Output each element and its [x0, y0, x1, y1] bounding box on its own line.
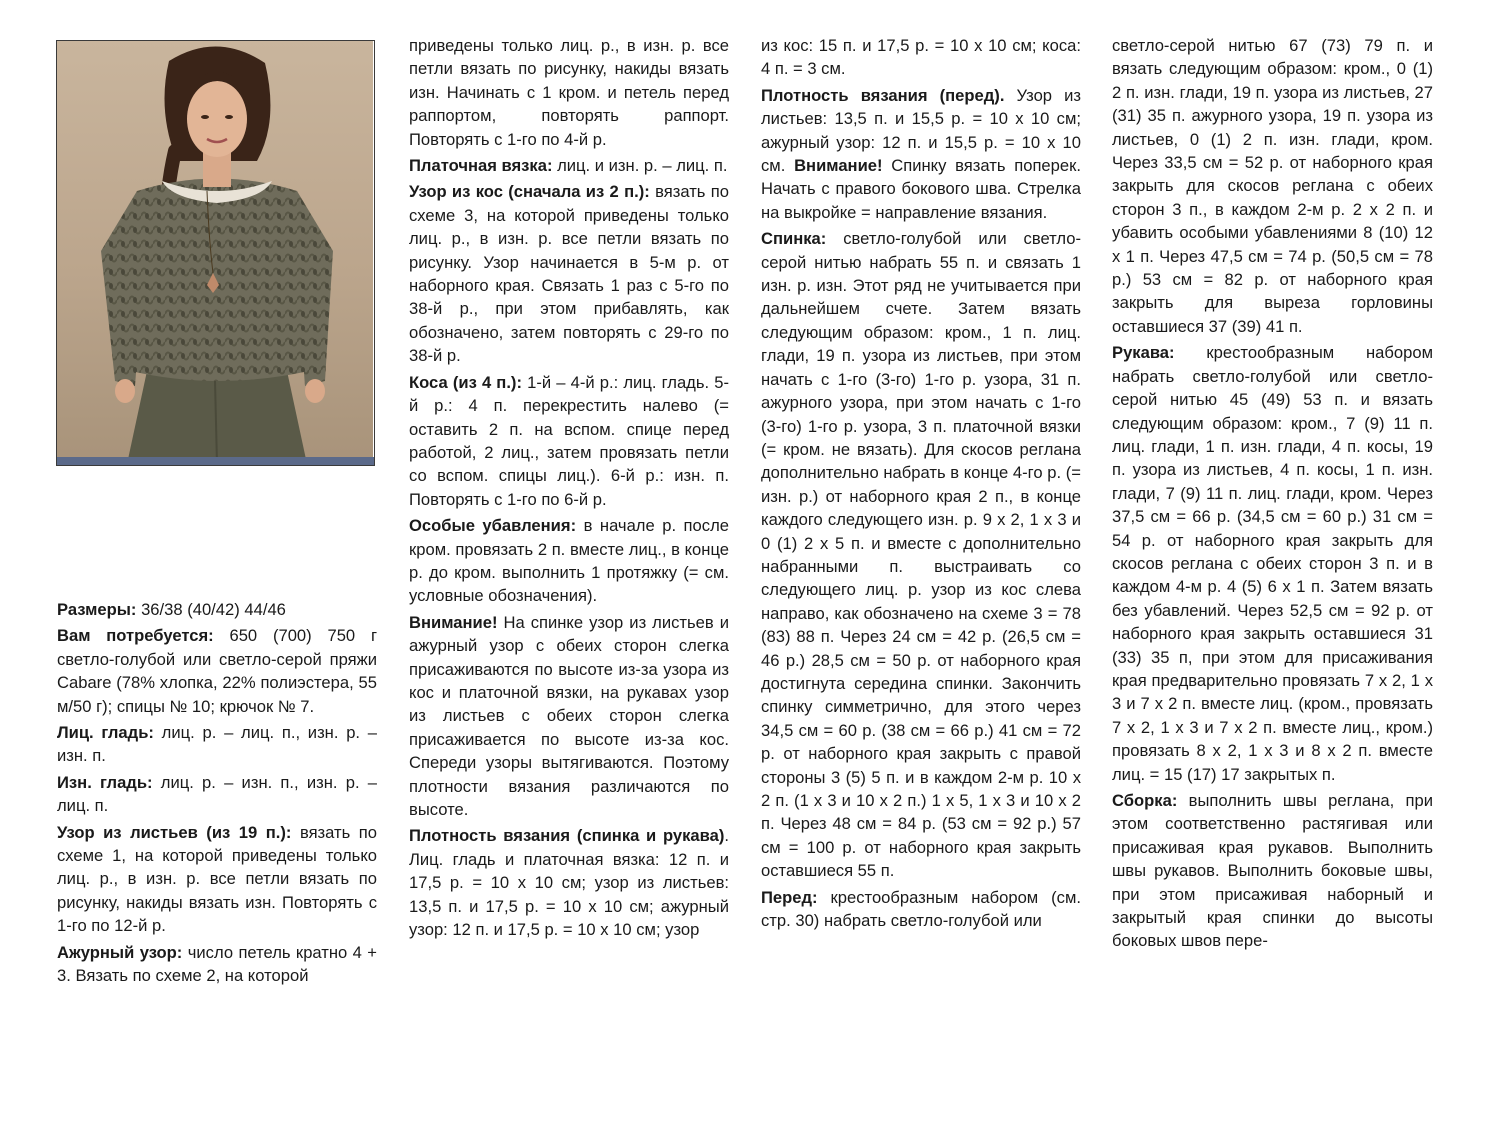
paragraph-decreases: Особые убавления: в начале р. после кром. провязать 2 п. вместе лиц., в конце р. до кром. выполнить 1 протяжку (= см. условные обозначения). [409, 516, 729, 606]
paragraph-gauge-back: Плотность вязания (спинка и рукава). Лиц. гладь и платочная вязка: 12 п. и 17,5 р. = 10 х 10 см; узор из листьев: 13,5 п. и 17,5 р. = 10 х 10 см; ажурный узор: 12 п. и 17,5 р. = 10 х 10 см; узор [409, 826, 729, 940]
text-column-1 [57, 598, 377, 991]
paragraph-sizes: Размеры: 36/38 (40/42) 44/46 [57, 600, 286, 619]
paragraph-materials: Вам потребуется: 650 (700) 750 г светло-голубой или светло-серой пряжи Cabare (78% хлопка, 22% полиэстера, 55 м/50 г); спицы № 10; крючок № 7. [57, 626, 377, 716]
paragraph-stockinette: Лиц. гладь: лиц. р. – лиц. п., изн. р. – изн. п. [57, 723, 377, 766]
sweater-photo [56, 40, 375, 466]
paragraph-reverse-stockinette: Изн. гладь: лиц. р. – изн. п., изн. р. – лиц. п. [57, 772, 378, 816]
paragraph-leaf-pattern: Узор из листьев (из 19 п.): вязать по схеме 1, на которой приведены только лиц. р., в изн. р. все петли вязать по рисунку, накиды вязать изн. Повторять с 1-го по 12-й р. [57, 822, 377, 936]
paragraph-garter: Платочная вязка: лиц. и изн. р. – лиц. п. [409, 156, 728, 176]
paragraph-gauge-front: Плотность вязания (перед). Узор из листьев: 13,5 п. и 15,5 р. = 10 х 10 см; ажурный узор: 12 п. и 15,5 р. = 10 х 10 см. Внимание! Спинку вязать поперек. Начать с правого бокового шва. Стрелка на выкройке = направление вязания. [761, 85, 1081, 222]
paragraph-lace-continued: приведены только лиц. р., в изн. р. все петли вязать по рисунку, накиды вязать изн. Начинать с 1 кром. и петель перед раппортом, повторять раппорт. Повторять с 1-го по 4-й р. [409, 36, 729, 149]
paragraph-cable-pattern: Узор из кос (сначала из 2 п.): вязать по схеме 3, на которой приведены только лиц. р., в изн. р. все петли вязать по рисунку. Узор начинается в 5-м р. от наборного края. Связать 1 раз с 5-го по 38-й р., при этом прибавлять, как обозначено, затем повторять с 29-го по 38-й р. [409, 182, 729, 366]
paragraph-assembly: Сборка: выполнить швы реглана, при этом соответственно растягивая или присаживая края рукавов. Выполнить швы рукавов. Выполнить боковые швы, при этом присаживая наборный и закрытый края спинки до высоты боковых швов пере- [1112, 791, 1433, 951]
paragraph-attention: Внимание! На спинке узор из листьев и ажурный узор с обеих сторон слегка присаживаются по высоте из-за узора из кос и платочной вязки, на рукавах узор из листьев с обеих сторон слегка присаживается по высоте из-за кос. Спереди узоры вытягиваются. Поэтому плотности вязания различаются по высоте. [409, 612, 729, 819]
paragraph-gauge-continued: из кос: 15 п. и 17,5 р. = 10 х 10 см; коса: 4 п. = 3 см. [761, 36, 1081, 79]
text-column-3 [761, 34, 1081, 935]
paragraph-back: Спинка: светло-голубой или светло-серой нитью набрать 55 п. и связать 1 изн. р. изн. Этот ряд не учитывается при дальнейшем счете. Затем вязать следующим образом: кром., 1 п. лиц. глади, 19 п. узора из листьев, при этом начать с 1-го (3-го) 1-го р. узора, 31 п. ажурного узора, при этом начать с 1-го (3-го) 1-го р. узора, 3 п. платочной вязки (= кром. не вязать). Для скосов реглана дополнительно набрать в конце 4-го р. (= изн. р.) от наборного края 2 п., в конце каждого следующего изн. р. 9 х 2, 1 х 3 и 0 (1) 2 х 5 п. и вместе с дополнительно набранными п. выстраивать со следующего лиц. р. узор из кос слева направо, как обозначено на схеме 3 = 78 (83) 88 п. Через 24 см = 42 р. (26,5 см = 46 р.) 28,5 см = 50 р. от наборного края достигнута середина спинки. Закончить спинку симметрично, для этого через 34,5 см = 60 р. (38 см = 66 р.) 41 см = 72 р. от наборного края закрыть с правой стороны 3 (5) 5 п. и в каждом 2-м р. 10 х 2 п. (1 х 3 и 10 х 2 п.) 1 х 5, 1 х 3 и 10 х 2 п. Через 48 см = 84 р. (53 см = 92 р.) 57 см = 100 р. от наборного края закрыть оставшиеся 55 п. [761, 229, 1081, 881]
paragraph-front-continued: светло-серой нитью 67 (73) 79 п. и вязать следующим образом: кром., 0 (1) 2 п. изн. глади, 19 п. узора из листьев, 27 (31) 35 п. ажурного узора, 19 п. узора из листьев, 0 (1) 2 п. изн. глади, кром. Через 33,5 см = 52 р. от наборного края закрыть для скосов реглана с обеих сторон 3 п., в каждом 2-м р. 2 х 2 п. и убавить особыми убавлениями 8 (10) 12 х 1 п. Через 47,5 см = 74 р. (50,5 см = 78 р.) 53 см = 82 р. от наборного края закрыть для выреза горловины оставшиеся 37 (39) 41 п. [1112, 36, 1433, 336]
paragraph-cable: Коса (из 4 п.): 1-й – 4-й р.: лиц. гладь. 5-й р.: 4 п. перекрестить налево (= оставить 2 п. на вспом. спице перед работой, 2 лиц., затем провязать петли со вспом. спицы лиц.). 6-й р.: изн. п. Повторять с 1-го по 6-й р. [409, 372, 729, 509]
text-column-4 [1112, 34, 1433, 956]
paragraph-lace-pattern: Ажурный узор: число петель кратно 4 + 3. Вязать по схеме 2, на которой [57, 942, 377, 986]
paragraph-front: Перед: крестообразным набором (см. стр. 30) набрать светло-голубой или [761, 887, 1081, 931]
text-column-2 [409, 34, 729, 944]
sweater-photo-illustration [57, 41, 373, 464]
paragraph-sleeves: Рукава: крестообразным набором набрать светло-голубой или светло-серой нитью 45 (49) 53 п. и вязать следующим образом: кром., 7 (9) 11 п. лиц. глади, 1 п. изн. глади, 4 п. косы, 19 п. узора из листьев, 4 п. косы, 1 п. изн. глади, 7 (9) 11 п. лиц. глади, кром. Через 37,5 см = 66 р. (34,5 см = 60 р.) 31 см = 54 р. от наборного края закрыть для скосов реглана с обеих сторон 3 п. и в каждом 4-м р. 4 (5) 6 х 1 п. Затем вязать без убавлений. Через 52,5 см = 92 р. от наборного края закрыть оставшиеся 31 (33) 35 п, при этом для присаживания края предварительно провязать 7 х 2, 1 х 3 и 7 х 2 п. вместе лиц. (кром., провязать 7 х 2, 1 х 3 и 7 х 2 п. вместе лиц., кром.) провязать 8 х 2, 1 х 3 и 8 х 2 п. вместе лиц. = 15 (17) 17 закрытых п. [1112, 343, 1433, 784]
